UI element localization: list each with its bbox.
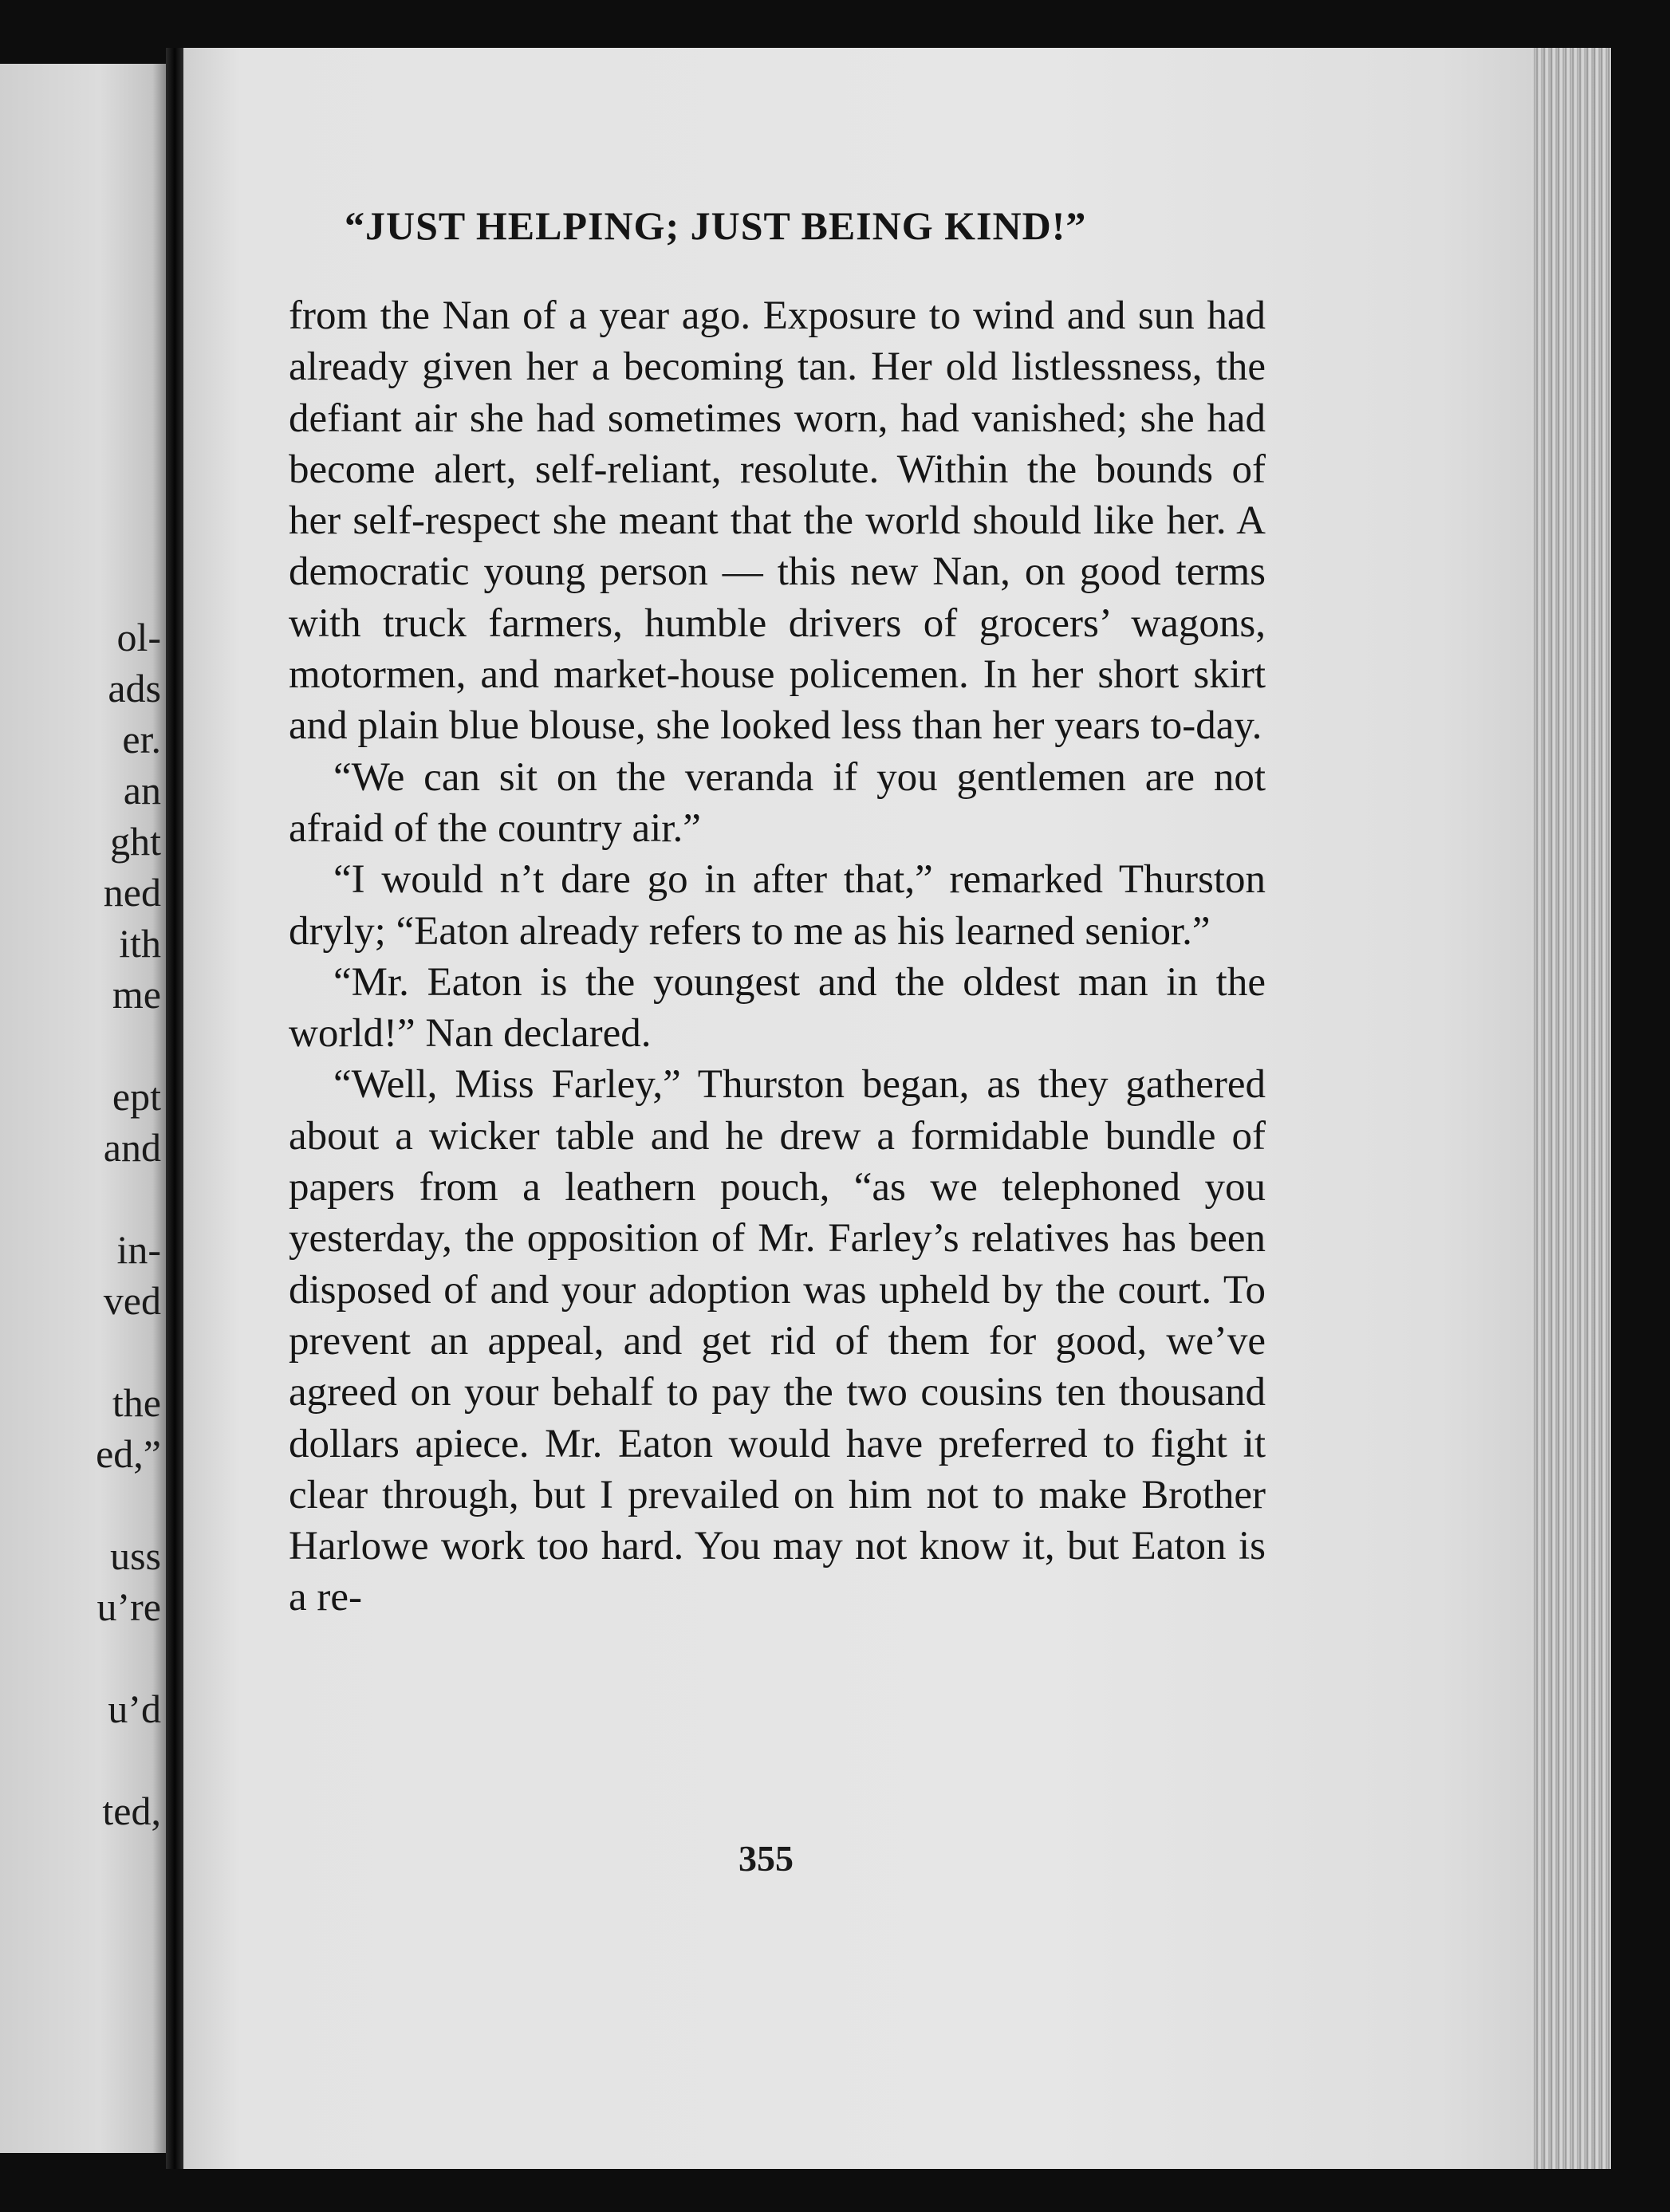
running-head: “JUST HELPING; JUST BEING KIND!” <box>345 203 1087 248</box>
left-fragment: u’d <box>108 1687 161 1731</box>
left-facing-page <box>0 64 166 2153</box>
left-fragment: ads <box>108 666 161 710</box>
page-body-text <box>289 290 1266 1624</box>
left-fragment: an <box>123 768 161 813</box>
book-spine-gutter <box>166 48 183 2169</box>
left-fragment: ght <box>110 819 161 864</box>
left-fragment: u’re <box>96 1584 161 1629</box>
left-fragment: ith <box>119 921 161 966</box>
paragraph: “Mr. Eaton is the youngest and the oldest man in the world!” Nan declared. <box>289 959 1266 1057</box>
paragraph: from the Nan of a year ago. Exposure to wind and sun had already given her a becoming tan. Her old listlessness, the defiant air she had sometimes worn, had vanished; she had become alert, self-reliant, resolute. Within the bounds of her self-respect she meant that the world should like her. A democratic young person — this new Nan, on good terms with truck farmers, humble drivers of grocers’ wagons, motormen, and market-house policemen. In her short skirt and plain blue blouse, she looked less than her years to-day. <box>289 293 1266 749</box>
page-number: 355 <box>739 1838 794 1879</box>
paragraph: “We can sit on the veranda if you gentlemen are not afraid of the country air.” <box>289 754 1266 851</box>
paragraph: “I would n’t dare go in after that,” remarked Thurston dryly; “Eaton already refers to me as his learned senior.” <box>289 857 1266 954</box>
left-fragment: and <box>103 1125 161 1170</box>
left-fragment: uss <box>110 1533 161 1578</box>
left-fragment: ed,” <box>96 1431 161 1476</box>
left-fragment: the <box>112 1380 161 1425</box>
left-fragment: er. <box>122 717 161 762</box>
left-fragment: ol- <box>116 615 161 659</box>
left-fragment: ept <box>112 1074 161 1119</box>
left-fragment: ved <box>103 1278 161 1323</box>
left-page-text-fragments <box>0 64 166 2153</box>
page-stack-edge <box>1531 48 1611 2169</box>
left-fragment: in- <box>116 1227 161 1272</box>
left-fragment: ned <box>103 870 161 915</box>
paragraph: “Well, Miss Farley,” Thurston began, as they gathered about a wicker table and he drew a formidable bundle of papers from a leathern pouch, “as we telephoned you yesterday, the opposition of Mr. Farley’s relatives has been disposed of and your adoption was upheld by the court. To prevent an appeal, and get rid of them for good, we’ve agreed on your behalf to pay the two cousins ten thousand dollars apiece. Mr. Eaton would have preferred to fight it clear through, but I prevailed on him not to make Brother Harlowe work too hard. You may not know it, but Eaton is a re- <box>289 1062 1266 1620</box>
left-fragment: ted, <box>102 1789 161 1833</box>
left-fragment: me <box>112 972 161 1017</box>
